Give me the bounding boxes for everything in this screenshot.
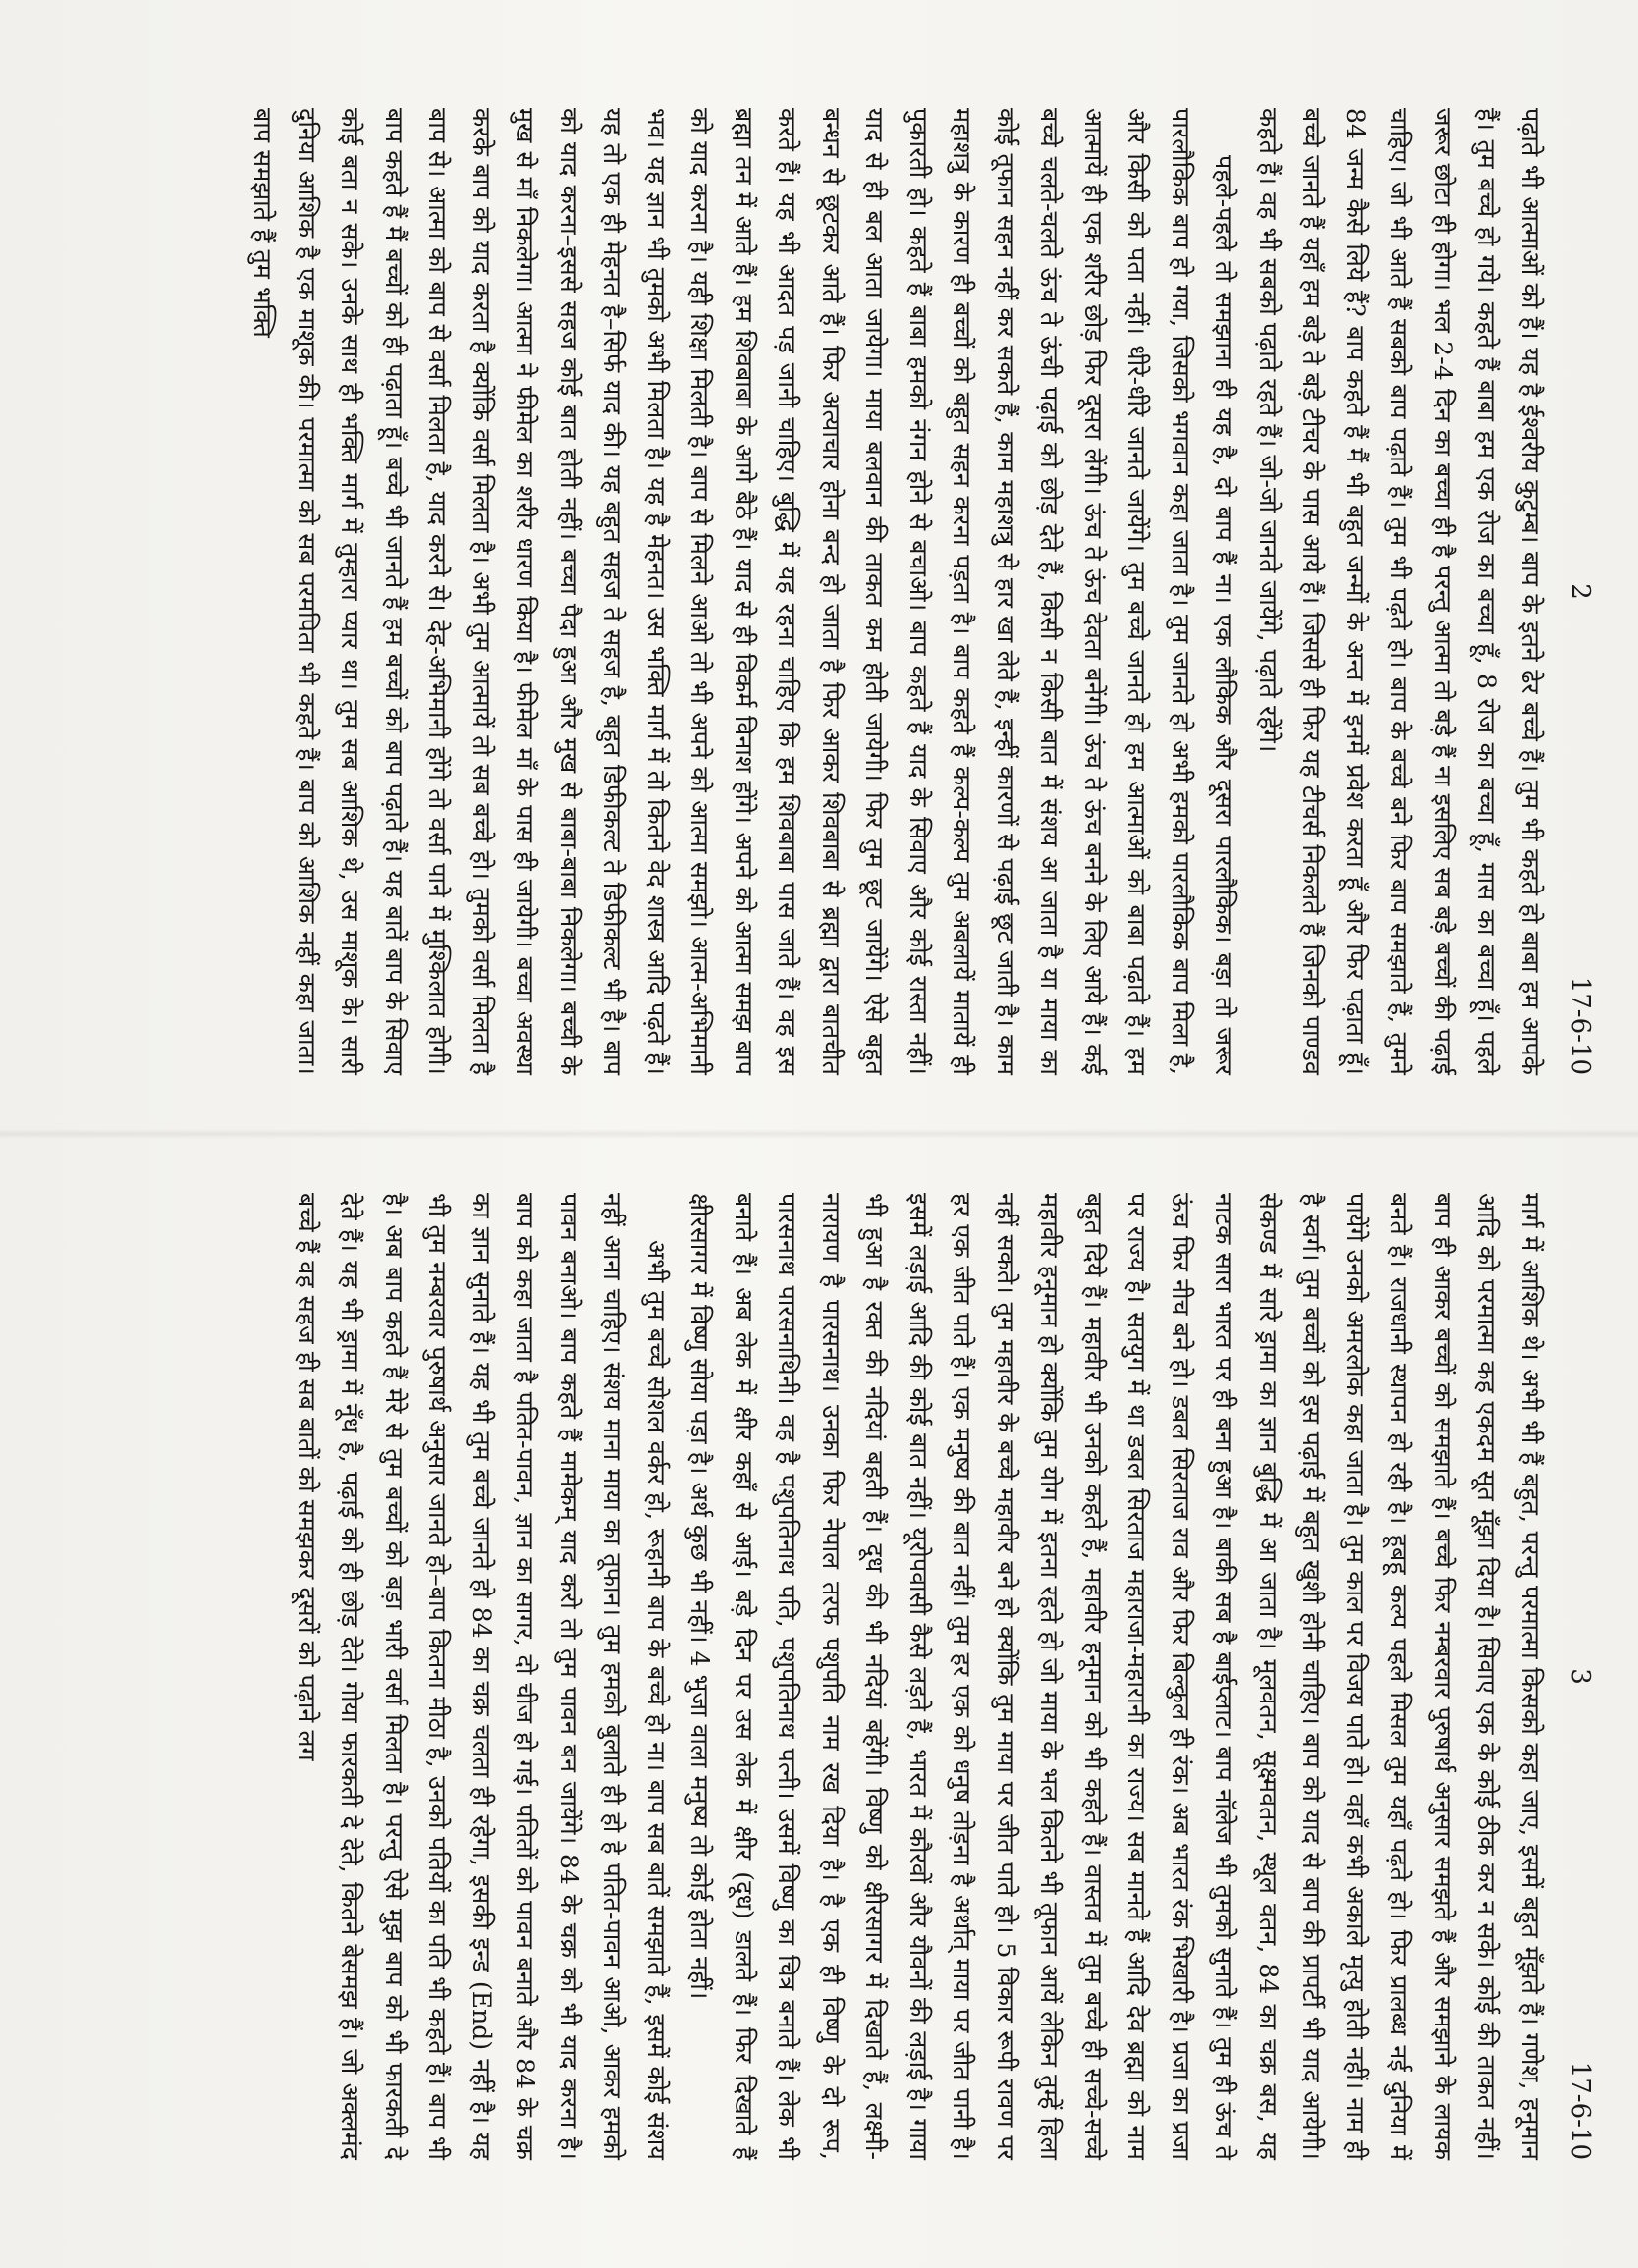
right-page — [0, 1134, 1638, 2268]
right-paragraph-2: अभी तुम बच्चे सोशल वर्कर हो, रूहानी बाप के बच्चे हो ना। बाप सब बातें समझाते हैं, इसमें कोई संशय नहीं आना चाहिए। संशय माना माया का तूफान। तुम हमको बुलाते ही हो हे पतित-पावन आओ, आकर हमको पावन बनाओ। बाप कहते हैं मामेकम् याद करो तो तुम पावन बन जायेंगे। 84 के चक्र को भी याद करना है। बाप को कहा जाता है पतित-पावन, ज्ञान का सागर, दो चीज हो गई। पतितों को पावन बनाते और 84 के चक्र का ज्ञान सुनाते हैं। यह भी तुम बच्चे जानते हो 84 का चक्र चलता ही रहेगा, इसकी इन्ड (End) नहीं है। यह भी तुम नम्बरवार पुरुषार्थ अनुसार जानते हो–बाप कितना मीठा है, उनको पतियों का पति भी कहते हैं। बाप भी है। अब बाप कहते हैं मेरे से तुम बच्चों को बड़ा भारी वर्सा मिलता है। परन्तु ऐसे मुझ बाप को भी फारकती दे देते हैं। यह भी ड्रामा में नूँध है, पढ़ाई को ही छोड़ देते। गोया फारकती दे देते, कितने बेसमझ हैं। जो अक्लमंद बच्चे हैं वह सहज ही सब बातों को समझकर दूसरों को पढ़ाने लग — [293, 1193, 671, 2160]
right-page-number: 3 — [1565, 1668, 1595, 1685]
right-page-body — [285, 1193, 1553, 2160]
left-page-header — [1552, 108, 1599, 1075]
right-paragraph-1: मार्ग में आशिक थे। अभी भी हैं बहुत, परन्तु परमात्मा किसको कहा जाए, इसमें बहुत मूँझते हैं। गणेश, हनूमान आदि को परमात्मा कह एकदम सूत मूँझा दिया है। सिवाए एक के कोई ठीक कर न सके। कोई की ताकत नहीं। बाप ही आकर बच्चों को समझाते हैं। बच्चे फिर नम्बरवार पुरुषार्थ अनुसार समझते हैं और समझाने के लायक बनते हैं। राजधानी स्थापन हो रही है। हूबहू कल्प पहले मिसल तुम यहाँ पढ़ते हो। फिर प्रालब्ध नई दुनिया में पायेंगे उनको अमरलोक कहा जाता है। तुम काल पर विजय पाते हो। वहाँ कभी अकाले मृत्यु होती नहीं। नाम ही है स्वर्ग। तुम बच्चों को इस पढ़ाई में बहुत खुशी होनी चाहिए। बाप को याद से बाप की प्रापर्टी भी याद आयेगी। सेकण्ड में सारे ड्रामा का ज्ञान बुद्धि में आ जाता है। मूलवतन, सूक्ष्मवतन, स्थूल वतन, 84 का चक्र बस, यह नाटक सारा भारत पर ही बना हुआ है। बाकी सब है बाईप्लाट। बाप नॉलेज भी तुमको सुनाते हैं। तुम ही ऊंच ते ऊंच फिर नीच बने हो। डबल सिरताज राव और फिर बिल्कुल ही रंक। अब भारत रंक भिखारी है। प्रजा का प्रजा पर राज्य है। सतयुग में था डबल सिरताज महाराजा-महारानी का राज्य। सब मानते हैं आदि देव ब्रह्मा को नाम बहुत दिये हैं। महावीर भी उनको कहते हैं, महावीर हनूमान को भी कहते हैं। वास्तव में तुम बच्चे ही सच्चे-सच्चे महावीर हनूमान हो क्योंकि तुम योग में इतना रहते हो जो माया के भल कितने भी तूफान आयें लेकिन तुम्हें हिला नहीं सकते। तुम महावीर के बच्चे महावीर बने हो क्योंकि तुम माया पर जीत पाते हो। 5 विकार रूपी रावण पर हर एक जीत पाते हैं। एक मनुष्य की बात नहीं। तुम हर एक को धनुष तोड़ना है अर्थात् माया पर जीत पानी है। इसमें लड़ाई आदि की कोई बात नहीं। यूरोपवासी कैसे लड़ते हैं, भारत में कौरवों और यौवनों की लड़ाई है। गाया भी हुआ है रक्त की नदियां बहती हैं। दूध की भी नदियां बहेंगी। विष्णु को क्षीरसागर में दिखाते हैं, लक्ष्मी-नारायण है पारसनाथ। उनका फिर नेपाल तरफ पशुपति नाम रख दिया है। है एक ही विष्णु के दो रूप, पारसनाथ पारसनाथिनी। वह है पशुपतिनाथ पति, पशुपतिनाथ पत्नी। उसमें विष्णु का चित्र बनाते हैं। लेक भी बनाते हैं। अब लेक में क्षीर कहाँ से आई। बड़े दिन पर उस लेक में क्षीर (दूध) डालते हैं। फिर दिखाते हैं क्षीरसागर में विष्णु सोया पड़ा है। अर्थ कुछ भी नहीं। 4 भुजा वाला मनुष्य तो कोई होता नहीं। — [685, 1193, 1545, 2161]
left-paragraph-2: पहले-पहले तो समझाना ही यह है, दो बाप हैं ना। एक लौकिक और दूसरा पारलौकिक। बड़ा तो जरूर पारलौकिक बाप हो गया, जिसको भगवान कहा जाता है। तुम जानते हो अभी हमको पारलौकिक बाप मिला है, और किसी को पता नहीं। धीरे-धीरे जानते जायेंगे। तुम बच्चे जानते हो हम आत्माओं को बाबा पढ़ाते हैं। हम आत्मायें ही एक शरीर छोड़ फिर दूसरा लेंगी। ऊंच ते ऊंच देवता बनेंगी। ऊंच ते ऊंच बनने के लिए आये हैं। कई बच्चे चलते-चलते ऊंच ते ऊंची पढ़ाई को छोड़ देते हैं, किसी न किसी बात में संशय आ जाता है या माया का कोई तूफान सहन नहीं कर सकते हैं, काम महाशत्रु से हार खा लेते हैं, इन्हीं कारणों से पढ़ाई छूट जाती है। काम महाशत्रु के कारण ही बच्चों को बहुत सहन करना पड़ता है। बाप कहते हैं कल्प-कल्प तुम अबलायें मातायें ही पुकारती हो। कहते हैं बाबा हमको नंगन होने से बचाओ। बाप कहते हैं याद के सिवाए और कोई रास्ता नहीं। याद से ही बल आता जायेगा। माया बलवान की ताकत कम होती जायेगी। फिर तुम छूट जायेंगे। ऐसे बहुत बन्धन से छूटकर आते हैं। फिर अत्याचार होना बन्द हो जाता है फिर आकर शिवबाबा से ब्रह्मा द्वारा बातचीत करते हैं। यह भी आदत पड़ जानी चाहिए। बुद्धि में यह रहना चाहिए कि हम शिवबाबा पास जाते हैं। वह इस ब्रह्मा तन में आते हैं। हम शिवबाबा के आगे बैठे हैं। याद से ही विकर्म विनाश होंगे। अपने को आत्मा समझ बाप को याद करना है। यही शिक्षा मिलती है। बाप से मिलने आओ तो भी अपने को आत्मा समझो। आत्म-अभिमानी भव। यह ज्ञान भी तुमको अभी मिलता है। यह है मेहनत। उस भक्ति मार्ग में तो कितने वेद शास्त्र आदि पढ़ते हैं। यह तो एक ही मेहनत है–सिर्फ याद की। यह बहुत सहज ते सहज है, बहुत डिफीकल्ट ते डिफीकल्ट भी है। बाप को याद करना–इससे सहज कोई बात होती नहीं। बच्चा पैदा हुआ और मुख से बाबा-बाबा निकलेगा। बच्ची के मुख से माँ निकलेगा। आत्मा ने फीमेल का शरीर धारण किया है। फीमेल माँ के पास ही जायेगी। बच्चा अवस्था करके बाप को याद करता है क्योंकि वर्सा मिलता है। अभी तुम आत्मायें तो सब बच्चे हो। तुमको वर्सा मिलता है बाप से। आत्मा को बाप से वर्सा मिलता है, याद करने से। देह-अभिमानी होंगे तो वर्सा पाने में मुश्किलात होगी। बाप कहते हैं मैं बच्चों को ही पढ़ाता हूँ। बच्चे भी जानते हैं हम बच्चों को बाप पढ़ाते हैं। यह बातें बाप के सिवाए कोई बता न सके। उनके साथ ही भक्ति मार्ग में तुम्हारा प्यार था। तुम सब आशिक थे, उस माशूक के। सारी दुनिया आशिक है एक माशूक की। परमात्मा को सब परमपिता भी कहते हैं। बाप को आशिक नहीं कहा जाता। बाप समझाते हैं तुम भक्ति — [248, 108, 1239, 1075]
left-page-body — [241, 108, 1552, 1075]
left-paragraph-1: पढ़ाते भी आत्माओं को हैं। यह है ईश्वरीय कुटुम्ब। बाप के इतने ढेर बच्चे हैं। तुम भी कहते हो बाबा हम आपके हैं। तुम बच्चे हो गये। कहते हैं बाबा हम एक रोज का बच्चा हूँ, 8 रोज का बच्चा हूँ, मास का बच्चा हूँ। पहले जरूर छोटा ही होगा। भल 2-4 दिन का बच्चा ही है परन्तु आत्मा तो बड़े हैं ना इसलिए सब बड़े बच्चों की पढ़ाई चाहिए। जो भी आते हैं सबको बाप पढ़ाते हैं। तुम भी पढ़ते हो। बाप के बच्चे बने फिर बाप समझाते हैं, तुमने 84 जन्म कैसे लिये हैं? बाप कहते हैं मैं भी बहुत जन्मों के अन्त में इनमें प्रवेश करता हूँ और फिर पढ़ाता हूँ। बच्चे जानते हैं यहाँ हम बड़े ते बड़े टीचर के पास आये हैं। जिससे ही फिर यह टीचर्स निकलते हैं जिनको पाण्डव कहते हैं। वह भी सबको पढ़ाते रहते हैं। जो-जो जानते जायेंगे, पढ़ाते रहेंगे। — [1254, 108, 1545, 1075]
left-page-date: 17-6-10 — [1565, 976, 1595, 1075]
left-page-number: 2 — [1565, 583, 1595, 600]
right-page-date: 17-6-10 — [1565, 2061, 1595, 2160]
right-page-header — [1552, 1193, 1599, 2160]
